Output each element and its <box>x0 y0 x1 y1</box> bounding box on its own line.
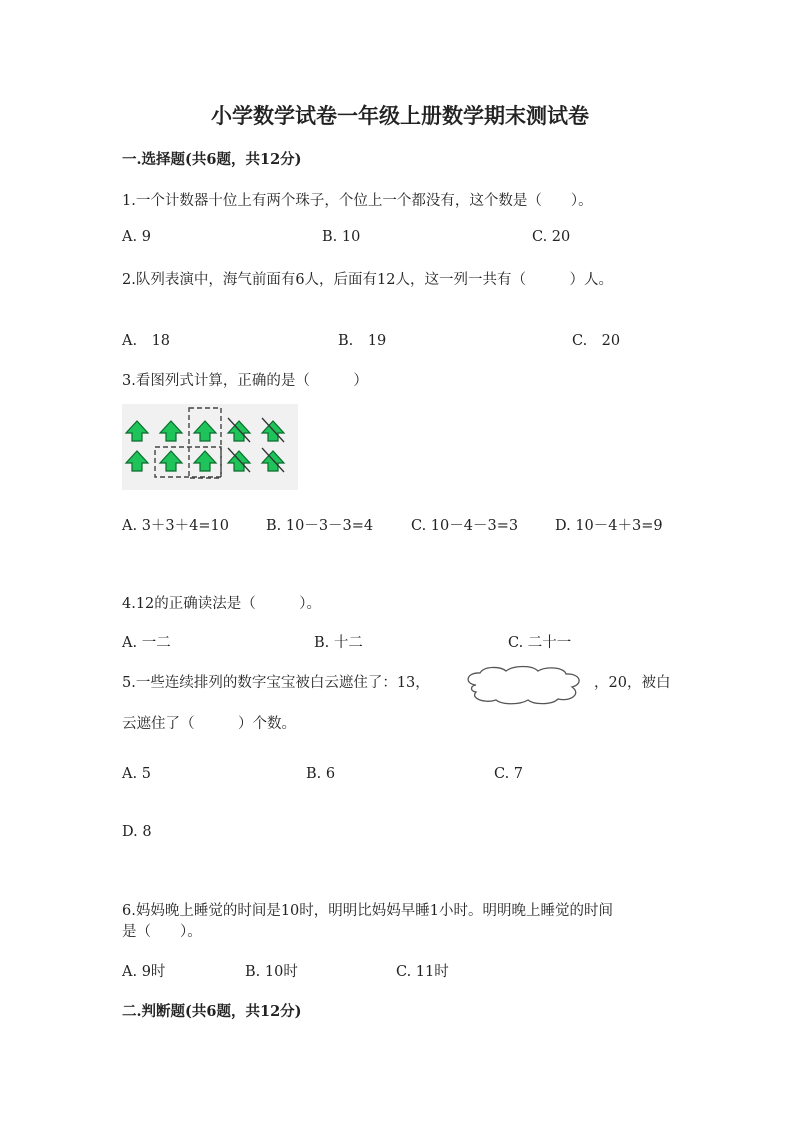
question-6-stem-line1: 6.妈妈晚上睡觉的时间是10时，明明比妈妈早睡1小时。明明晚上睡觉的时间 <box>122 903 614 919</box>
question-5-option-d: D. 8 <box>122 824 152 840</box>
question-5-stem-part3: 云遮住了（ ）个数。 <box>122 716 296 732</box>
question-5-option-c: C. 7 <box>494 766 524 782</box>
arrow-icon <box>160 421 182 441</box>
question-3-option-b: B. 10－3－3=4 <box>266 518 374 534</box>
cloud-icon <box>462 664 586 706</box>
question-6-option-b: B. 10时 <box>245 964 298 980</box>
section-heading-judgement: 二.判断题(共6题，共12分) <box>122 1003 302 1020</box>
arrow-icon <box>194 421 216 441</box>
arrow-figure-svg <box>122 404 298 490</box>
question-2-option-c: C. 20 <box>572 333 621 349</box>
question-4-stem: 4.12的正确读法是（ ）。 <box>122 596 322 612</box>
arrow-icon <box>194 451 216 471</box>
arrow-icon <box>126 451 148 471</box>
question-5-option-a: A. 5 <box>122 766 151 782</box>
question-3-option-a: A. 3＋3＋4=10 <box>122 518 229 534</box>
question-4-option-b: B. 十二 <box>314 635 363 651</box>
question-2-option-a: A. 18 <box>122 333 171 349</box>
page-title: 小学数学试卷一年级上册数学期末测试卷 <box>211 103 589 128</box>
section-heading-choice: 一.选择题(共6题，共12分) <box>122 151 302 168</box>
question-4-option-a: A. 一二 <box>122 635 171 651</box>
question-3-option-d: D. 10－4＋3=9 <box>555 518 663 534</box>
arrow-icon <box>126 421 148 441</box>
question-2-stem: 2.队列表演中，海气前面有6人，后面有12人，这一列一共有（ ）人。 <box>122 272 614 288</box>
question-5-stem-part1: 5.一些连续排列的数字宝宝被白云遮住了：13， <box>122 675 430 691</box>
question-6-option-a: A. 9时 <box>122 964 166 980</box>
question-3-option-c: C. 10－4－3=3 <box>411 518 519 534</box>
question-1-option-b: B. 10 <box>322 229 361 245</box>
question-2-option-b: B. 19 <box>338 333 387 349</box>
arrow-figure <box>122 404 298 490</box>
question-5-option-b: B. 6 <box>306 766 336 782</box>
question-6-option-c: C. 11时 <box>396 964 449 980</box>
arrow-icon <box>160 451 182 471</box>
question-6-stem-line2: 是（ ）。 <box>122 924 202 940</box>
question-4-option-c: C. 二十一 <box>508 635 572 651</box>
cloud-icon-svg <box>462 664 586 706</box>
question-5-stem-part2: ，20，被白 <box>594 675 671 691</box>
question-1-option-a: A. 9 <box>122 229 151 245</box>
question-1-option-c: C. 20 <box>532 229 571 245</box>
question-1-stem: 1.一个计数器十位上有两个珠子，个位上一个都没有，这个数是（ ）。 <box>122 193 593 209</box>
question-3-stem: 3.看图列式计算，正确的是（ ） <box>122 373 368 389</box>
